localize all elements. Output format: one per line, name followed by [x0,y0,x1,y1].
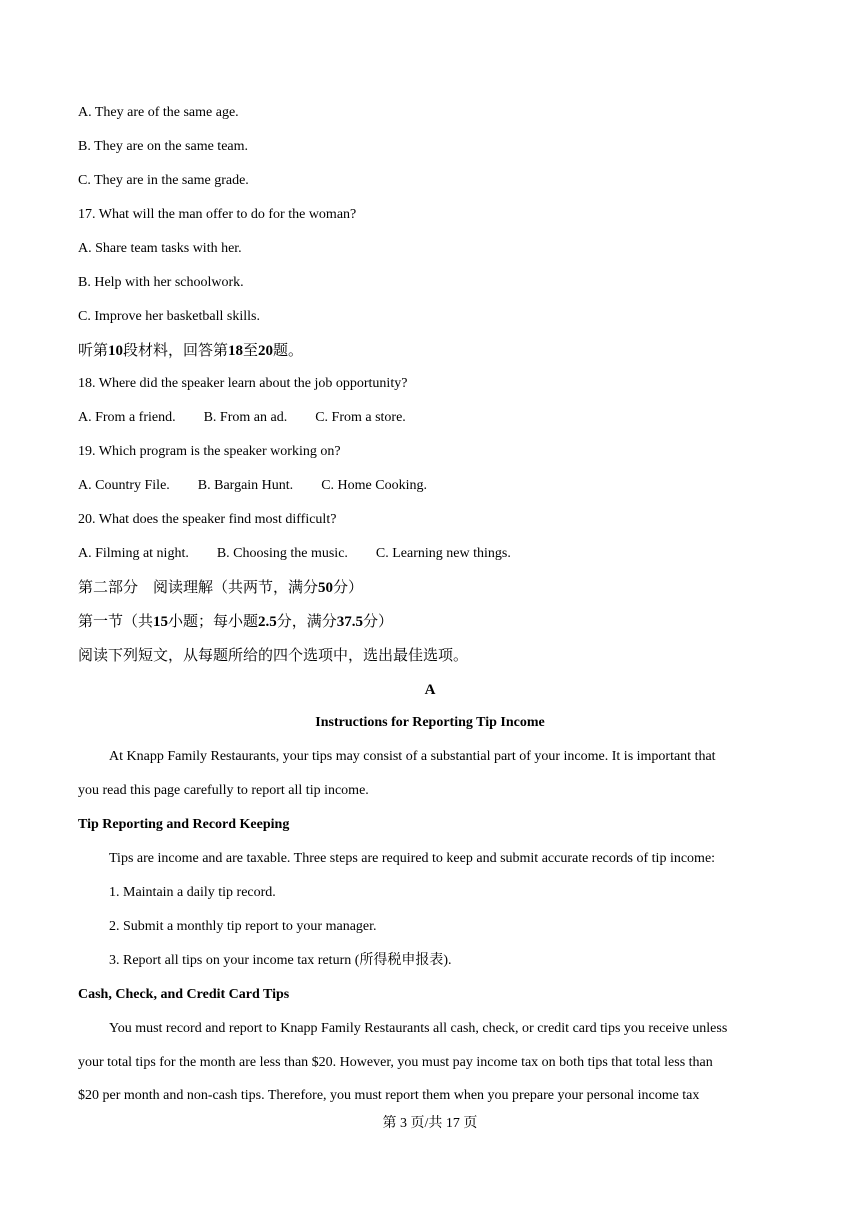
tips-taxable-paragraph: Tips are income and are taxable. Three steps are required to keep and submit accurate records of tip income: [109,851,716,866]
passage-title: Instructions for Reporting Tip Income [315,715,545,730]
q19-question: 19. Which program is the speaker working on? [78,444,341,459]
cash-paragraph-line-1: You must record and report to Knapp Family Restaurants all cash, check, or credit card tips you receive unless [109,1021,728,1036]
section-10-heading: 听第10段材料，回答第18至20题。 [78,341,304,359]
q20-question: 20. What does the speaker find most difficult? [78,512,337,527]
q17-question: 17. What will the man offer to do for the woman? [78,207,357,222]
q20-options [78,545,539,563]
intro-line-1: At Knapp Family Restaurants, your tips may consist of a substantial part of your income. It is important that [109,749,716,764]
intro-line-2: you read this page carefully to report all tip income. [78,783,369,798]
q19-options [78,477,455,495]
q16-option-a: A. They are of the same age. [78,105,239,120]
reading-instruction: 阅读下列短文，从每题所给的四个选项中，选出最佳选项。 [78,646,469,664]
q16-option-b: B. They are on the same team. [78,139,249,154]
q20-option-c: C. Learning new things. [375,546,511,561]
q20-option-a: A. Filming at night. [78,546,189,561]
section-one-heading: 第一节（共15小题；每小题2.5分，满分37.5分） [78,612,394,630]
q19-option-a: A. Country File. [78,478,170,493]
q18-options [78,409,434,427]
cash-paragraph-line-3: $20 per month and non-cash tips. Therefore, you must report them when you prepare your personal income tax [78,1088,700,1103]
step-2: 2. Submit a monthly tip report to your manager. [109,919,377,934]
q18-option-a: A. From a friend. [78,410,176,425]
heading-tip-reporting: Tip Reporting and Record Keeping [78,817,290,832]
q18-question: 18. Where did the speaker learn about the job opportunity? [78,376,408,391]
q19-option-b: B. Bargain Hunt. [197,478,294,493]
part-two-heading: 第二部分 阅读理解（共两节，满分50分） [78,578,364,596]
q18-option-c: C. From a store. [315,410,406,425]
q17-option-c: C. Improve her basketball skills. [78,309,260,324]
q17-option-b: B. Help with her schoolwork. [78,275,244,290]
cash-paragraph-line-2: your total tips for the month are less than $20. However, you must pay income tax on both tips that total less than [78,1055,713,1070]
heading-cash-check-credit: Cash, Check, and Credit Card Tips [78,987,290,1002]
q18-option-b: B. From an ad. [203,410,288,425]
step-3: 3. Report all tips on your income tax return (所得税申报表). [109,953,452,968]
passage-letter: A [424,682,436,698]
page-footer: 第 3 页/共 17 页 [382,1116,478,1131]
q19-option-c: C. Home Cooking. [321,478,427,493]
q16-option-c: C. They are in the same grade. [78,173,249,188]
q17-option-a: A. Share team tasks with her. [78,241,242,256]
step-1: 1. Maintain a daily tip record. [109,885,276,900]
q20-option-b: B. Choosing the music. [216,546,348,561]
